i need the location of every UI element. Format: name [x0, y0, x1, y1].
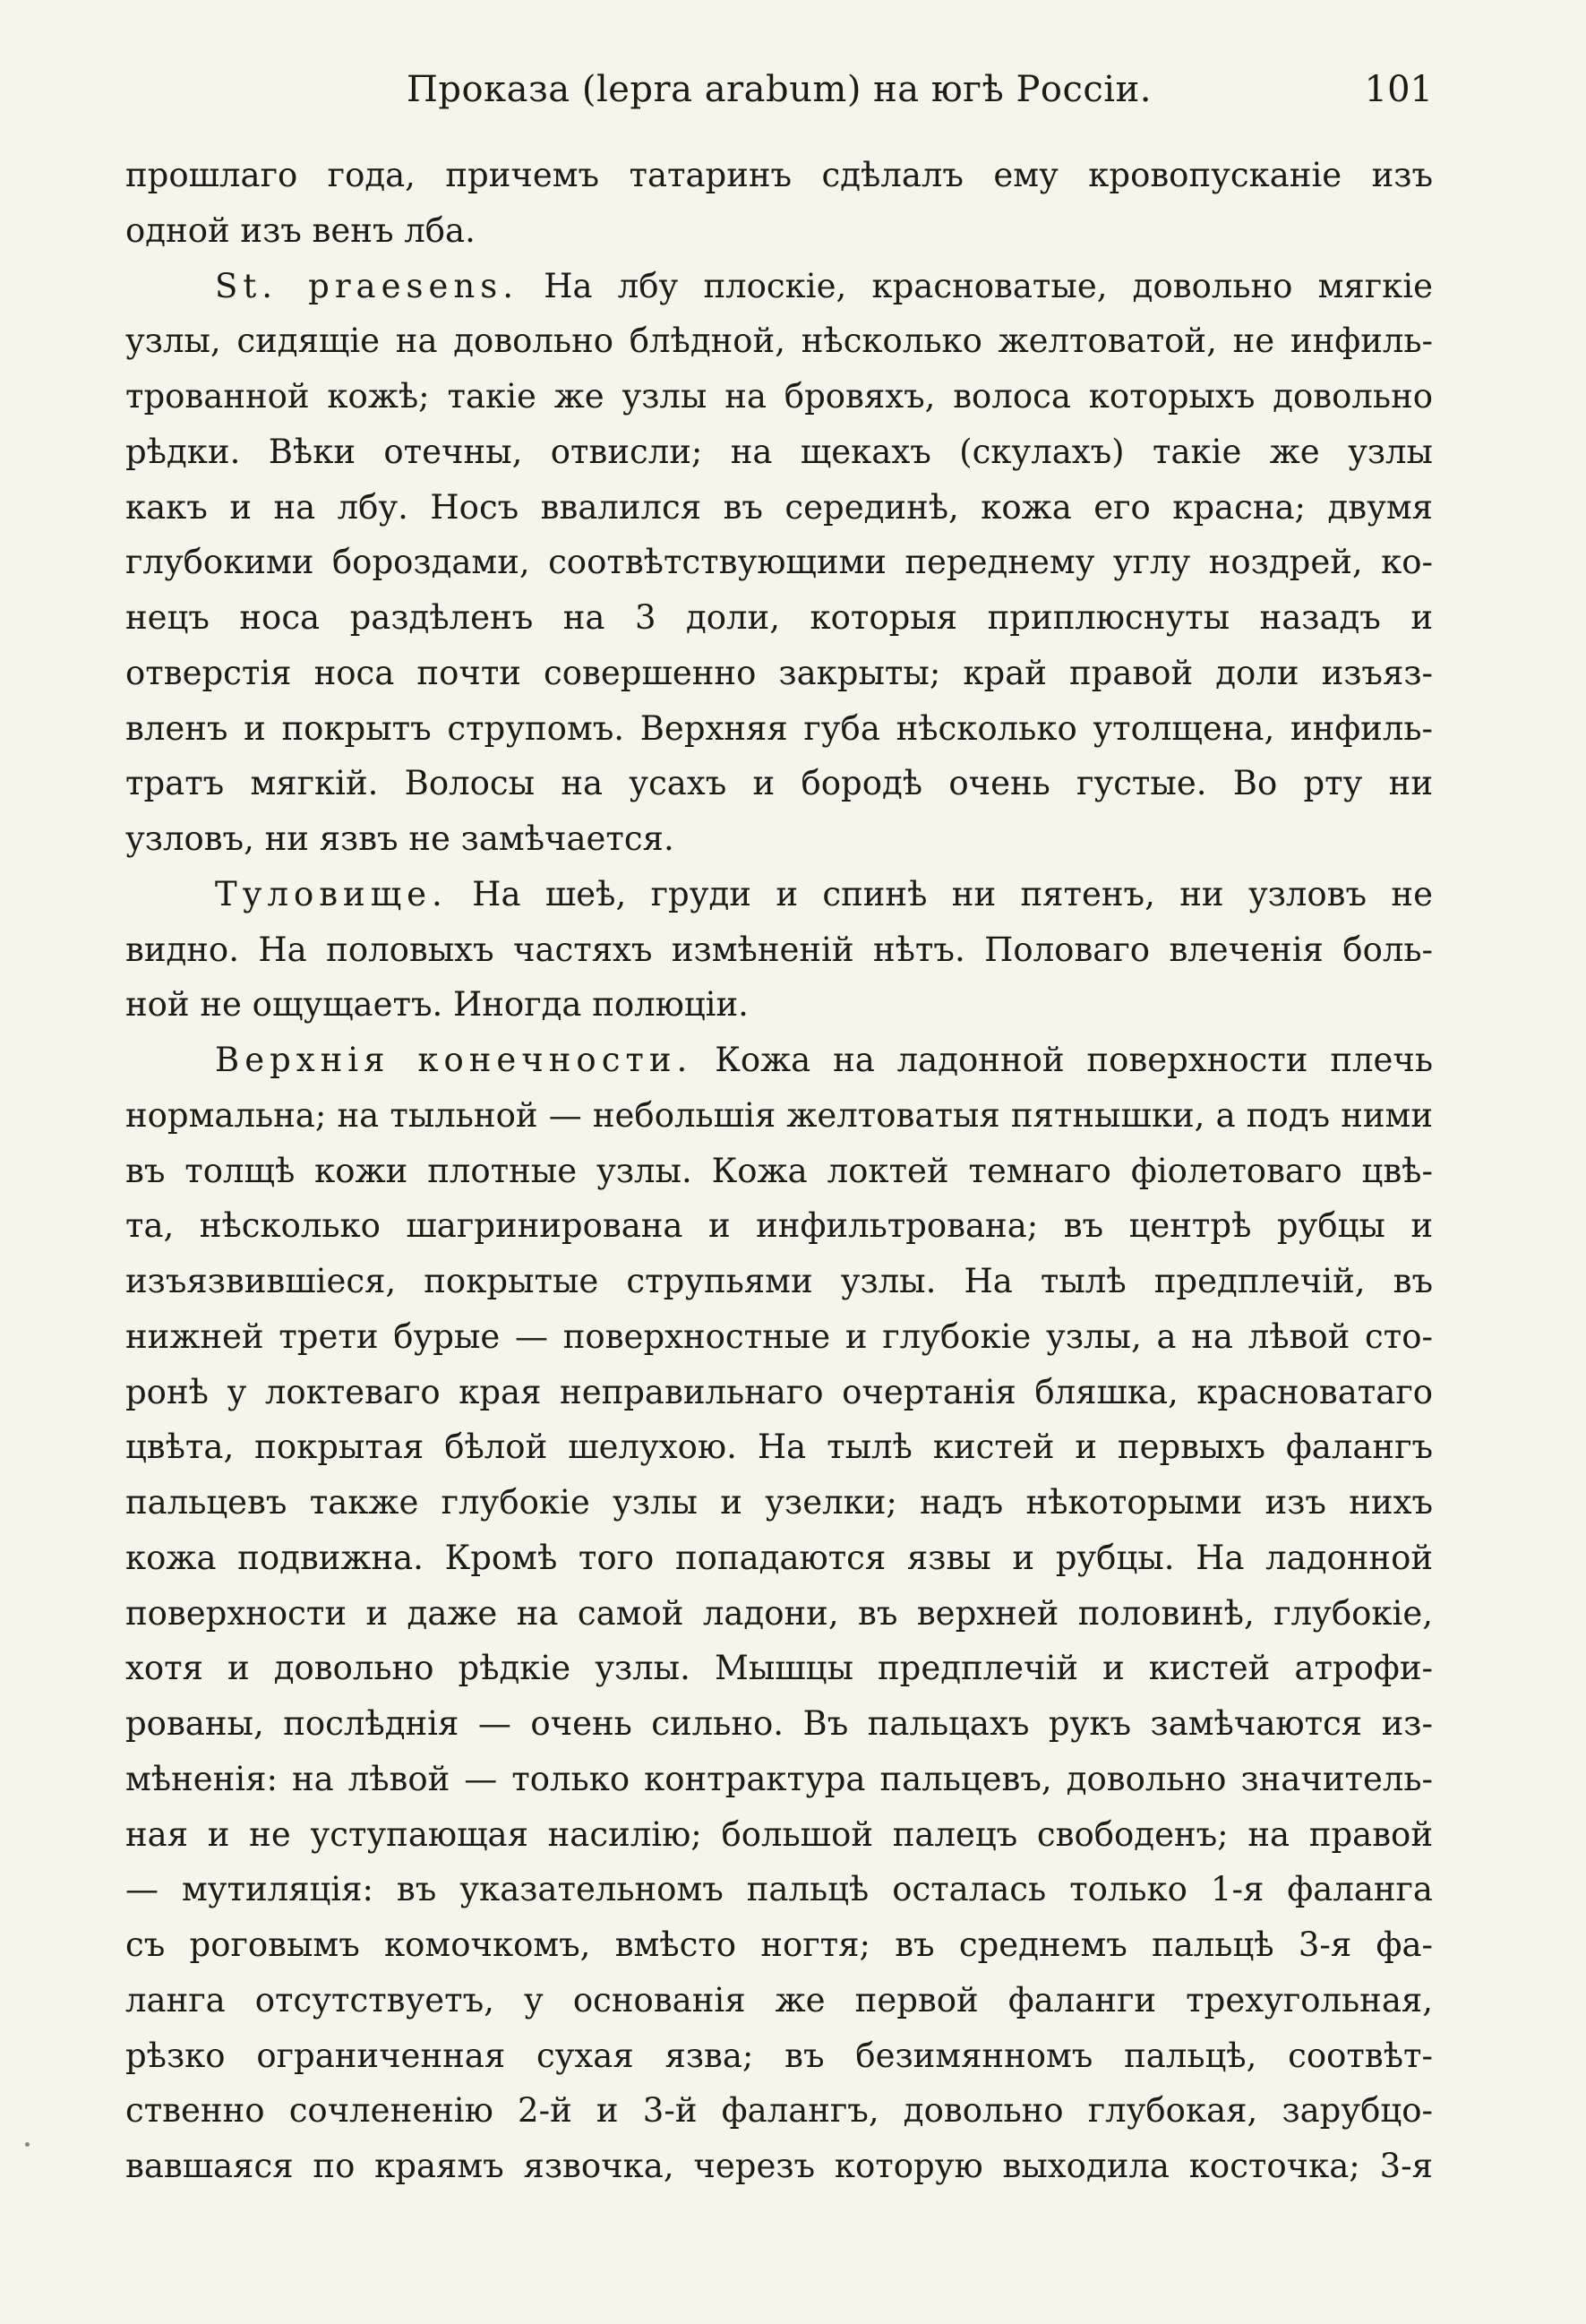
text-line: ная и не уступающая насилію; большой палецъ свободенъ; на правой: [125, 1814, 1433, 1854]
text-line: [125, 259, 1433, 314]
text-line: нижней трети бурые — поверхностные и глубокіе узлы, а на лѣвой сто-: [125, 1316, 1433, 1356]
text-line: прошлаго года, причемъ татаринъ сдѣлалъ ему кровопусканіе изъ: [125, 156, 1433, 194]
text-line: тратъ мягкій. Волосы на усахъ и бородѣ очень густые. Во рту ни: [125, 764, 1433, 803]
page-number: 101: [1364, 69, 1433, 110]
text-line: [125, 867, 1433, 922]
running-title: Проказа (lepra arabum) на югѣ Россіи.: [407, 69, 1152, 110]
text-line: рованы, послѣднія — очень сильно. Въ пальцахъ рукъ замѣчаются из-: [125, 1704, 1433, 1743]
text-line: отверстія носа почти совершенно закрыты; край правой доли изъяз-: [125, 653, 1433, 692]
body-text: [125, 148, 1433, 2194]
text-line: мѣненія: на лѣвой — только контрактура пальцевъ, довольно значитель-: [125, 1759, 1433, 1798]
text-line: ронѣ у локтеваго края неправильнаго очертанія бляшка, красноватаго: [125, 1372, 1433, 1411]
section-lead-status-praesens: St. praesens.: [215, 266, 519, 305]
text-segment: На лбу плоскіе, красноватые, довольно мягкіе: [518, 266, 1433, 305]
text-line: нормальна; на тыльной — небольшія желтоватыя пятнышки, а подъ ними: [125, 1095, 1433, 1135]
text-line: какъ и на лбу. Носъ ввалился въ серединѣ, кожа его красна; двумя: [125, 487, 1433, 527]
section-lead-upper-limbs: Верхнія конечности.: [215, 1041, 693, 1079]
text-line: поверхности и даже на самой ладони, въ верхней половинѣ, глубокіе,: [125, 1593, 1433, 1633]
text-line: видно. На половыхъ частяхъ измѣненій нѣтъ. Половаго влеченія боль-: [125, 930, 1433, 969]
running-head: [125, 63, 1433, 125]
text-line: ланга отсутствуетъ, у основанія же первой фаланги трехугольная,: [125, 1980, 1433, 2020]
text-segment: На шеѣ, груди и спинѣ ни пятенъ, ни узловъ не: [447, 874, 1433, 913]
text-segment: Кожа на ладонной поверхности плечь: [692, 1041, 1433, 1079]
text-line: пальцевъ также глубокіе узлы и узелки; надъ нѣкоторыми изъ нихъ: [125, 1483, 1433, 1522]
text-line: трованной кожѣ; такіе же узлы на бровяхъ, волоса которыхъ довольно: [125, 377, 1433, 416]
text-line: съ роговымъ комочкомъ, вмѣсто ногтя; въ среднемъ пальцѣ 3-я фа-: [125, 1925, 1433, 1964]
text-line: глубокими бороздами, соотвѣтствующими переднему углу ноздрей, ко-: [125, 543, 1433, 582]
text-line: вавшаяся по краямъ язвочка, черезъ которую выходила косточка; 3-я: [125, 2147, 1433, 2185]
text-line: рѣдки. Вѣки отечны, отвисли; на щекахъ (скулахъ) такіе же узлы: [125, 432, 1433, 471]
text-line: въ толщѣ кожи плотные узлы. Кожа локтей темнаго фіолетоваго цвѣ-: [125, 1151, 1433, 1190]
text-line: ной не ощущаетъ. Иногда полюціи.: [125, 985, 749, 1025]
text-line: ственно сочлененію 2-й и 3-й фалангъ, довольно глубокая, зарубцо-: [125, 2091, 1433, 2131]
text-line: та, нѣсколько шагринирована и инфильтрована; въ центрѣ рубцы и: [125, 1206, 1433, 1246]
text-line: [125, 1033, 1433, 1088]
text-line: узлы, сидящіе на довольно блѣдной, нѣсколько желтоватой, не инфиль-: [125, 322, 1433, 361]
text-line: — мутиляція: въ указательномъ пальцѣ осталась только 1-я фаланга: [125, 1870, 1433, 1909]
text-line: рѣзко ограниченная сухая язва; въ безимянномъ пальцѣ, соотвѣт-: [125, 2036, 1433, 2075]
text-line: изъязвившіеся, покрытые струпьями узлы. На тылѣ предплечій, въ: [125, 1262, 1433, 1300]
text-line: узловъ, ни язвъ не замѣчается.: [125, 819, 674, 858]
text-line: одной изъ венъ лба.: [125, 210, 476, 250]
margin-speck: [25, 2142, 30, 2147]
section-lead-torso: Туловище.: [215, 874, 448, 913]
text-line: цвѣта, покрытая бѣлой шелухою. На тылѣ кистей и первыхъ фалангъ: [125, 1428, 1433, 1467]
text-line: кожа подвижна. Кромѣ того попадаются язвы и рубцы. На ладонной: [125, 1538, 1433, 1577]
text-line: хотя и довольно рѣдкіе узлы. Мышцы предплечій и кистей атрофи-: [125, 1649, 1433, 1688]
text-line: вленъ и покрытъ струпомъ. Верхняя губа нѣсколько утолщена, инфиль-: [125, 708, 1433, 748]
text-line: нецъ носа раздѣленъ на 3 доли, которыя приплюснуты назадъ и: [125, 598, 1433, 637]
